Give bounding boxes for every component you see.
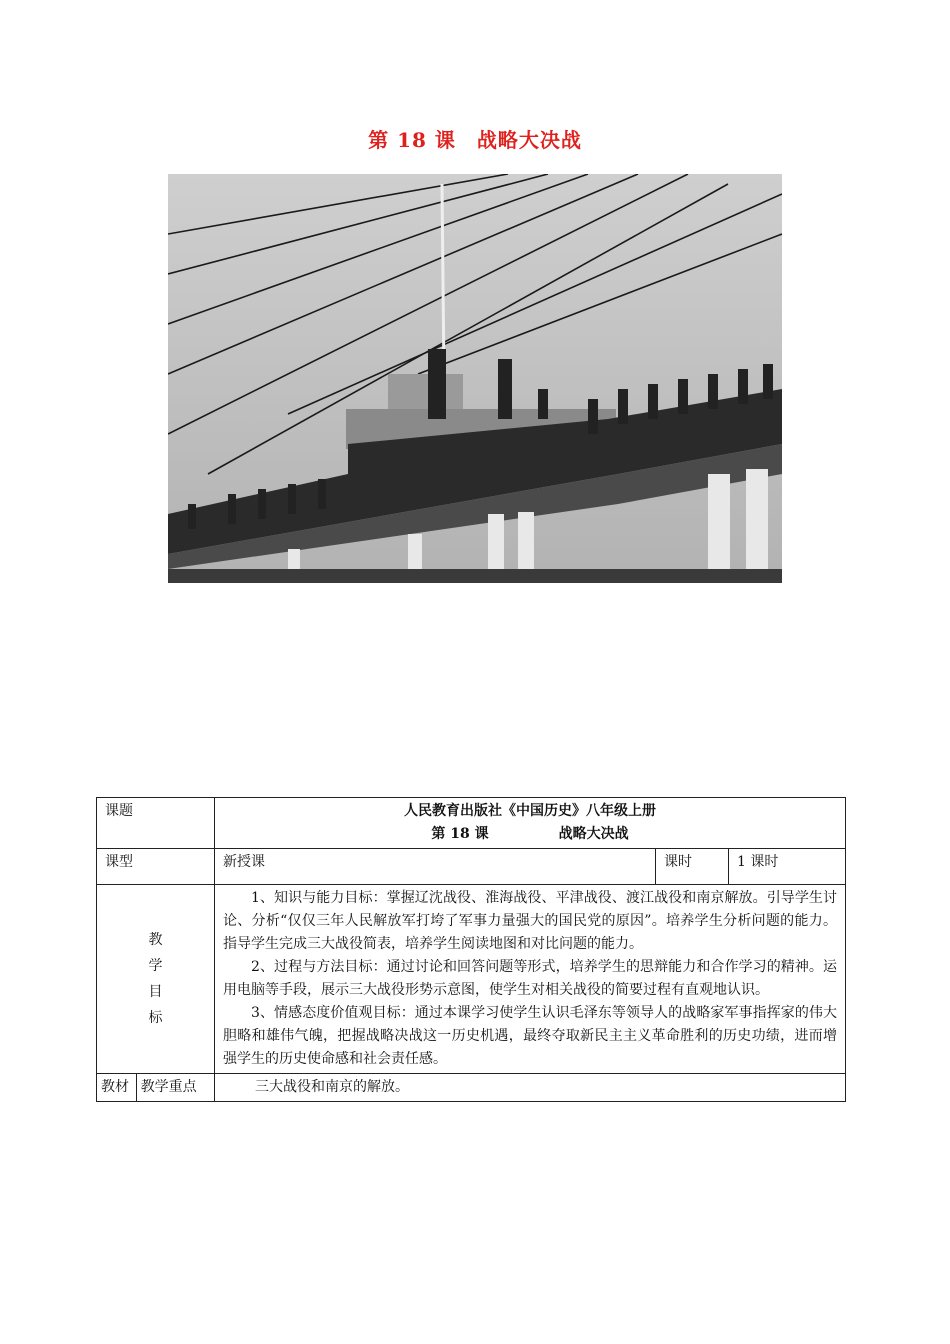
subject-line2: [223, 823, 837, 846]
row-type: [97, 849, 846, 885]
page-title: 第 18 课 战略大决战: [368, 128, 582, 152]
objectives-label-char: 学: [148, 958, 163, 974]
subject-lesson-number: 第 18 课: [431, 826, 489, 842]
subject-label: 课题: [97, 798, 215, 849]
objectives-label-char: 目: [148, 984, 163, 1000]
subject-value: [215, 798, 846, 849]
subject-line1: 人民教育出版社《中国历史》八年级上册: [404, 803, 656, 819]
photo-soldiers-on-gate: [168, 174, 782, 583]
row-subject: [97, 798, 846, 849]
objectives-label-char: 标: [148, 1010, 163, 1026]
type-label: 课型: [97, 849, 215, 885]
historical-photo: [168, 174, 782, 583]
focus-value: 三大战役和南京的解放。: [215, 1074, 846, 1102]
row-focus: [97, 1074, 846, 1102]
row-objectives: [97, 885, 846, 1074]
focus-label-key: 教学重点: [136, 1074, 214, 1102]
subject-lesson-title: 战略大决战: [558, 826, 629, 842]
objectives-label-char: 教: [148, 932, 163, 948]
objectives-label: [97, 885, 215, 1074]
objectives-content: [215, 885, 846, 1074]
hours-value: 1 课时: [729, 849, 846, 885]
objective-process: 2、过程与方法目标：通过讨论和回答问题等形式，培养学生的思辩能力和合作学习的精神。运用电脑等手段，展示三大战役形势示意图，使学生对相关战役的简要过程有直观地认识。: [223, 959, 837, 998]
focus-label-material: 教材: [97, 1074, 137, 1102]
objective-knowledge: 1、知识与能力目标：掌握辽沈战役、淮海战役、平津战役、渡江战役和南京解放。引导学生讨论、分析“仅仅三年人民解放军打垮了军事力量强大的国民党的原因”。培养学生分析问题的能力。指导学生完成三大战役简表，培养学生阅读地图和对比问题的能力。: [223, 890, 837, 952]
hours-label: 课时: [656, 849, 729, 885]
type-value: 新授课: [215, 849, 656, 885]
objective-attitude: 3、情感态度价值观目标：通过本课学习使学生认识毛泽东等领导人的战略家军事指挥家的伟大胆略和雄伟气魄，把握战略决战这一历史机遇，最终夺取新民主主义革命胜利的历史功绩，进而增强学生的历史使命感和社会责任感。: [223, 1005, 837, 1067]
lesson-plan-table: [96, 797, 846, 1102]
